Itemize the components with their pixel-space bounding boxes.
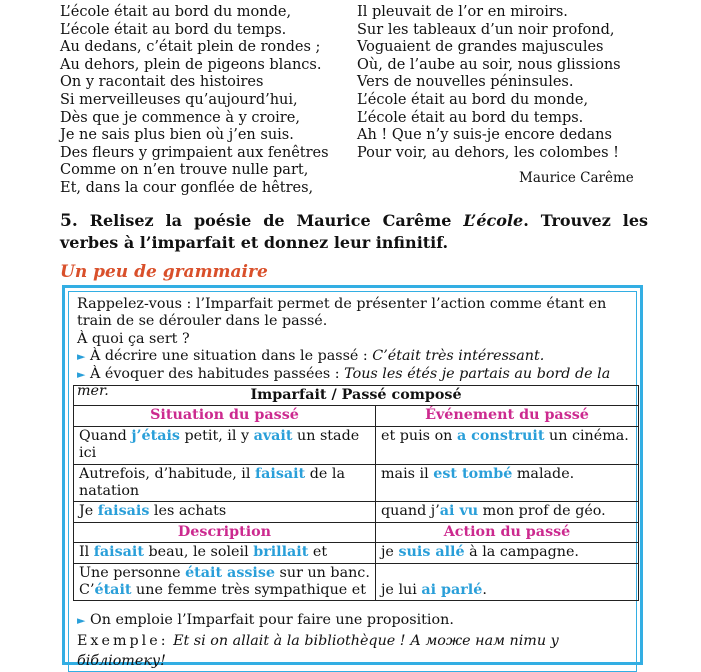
poem-line: Dès que je commence à y croire, (60, 109, 300, 126)
triangle-bullet-icon: ► (77, 350, 86, 364)
poem-line: Pour voir, au dehors, les colombes ! (357, 144, 619, 161)
exercise-number: 5. (60, 211, 78, 231)
poem-line: Et, dans la cour gonflée de hêtres, (60, 179, 314, 196)
exercise-text-a: Relisez la poésie de Maurice Carême (89, 211, 464, 230)
imparfait-table (73, 385, 639, 601)
poem-line: Où, de l’aube au soir, nous glissions (357, 56, 621, 73)
poem-line: Des fleurs y grimpaient aux fenêtres (60, 144, 329, 161)
poem-line: Sur les tableaux d’un noir profond, (357, 21, 615, 38)
example-line (77, 631, 643, 671)
example-text: Et si on allait à la bibliothèque ! А може нам піти у бібліотеку! (77, 633, 559, 669)
poem-line: L’école était au bord du monde, (60, 4, 292, 20)
table-row: Autrefois, d’habitude, il faisait de la natation mais il est tombé malade. (74, 464, 639, 502)
grammar-box (62, 285, 643, 669)
poem-line: Si merveilleuses qu’aujourd’hui, (60, 91, 298, 108)
poem-line: Vers de nouvelles péninsules. (357, 74, 574, 91)
poem-author: Maurice Carême (519, 170, 634, 186)
poem-line: On y racontait des histoires (60, 74, 264, 91)
poem-line: Au dehors, plein de pigeons blancs. (60, 56, 322, 73)
col-description-title: Description (74, 522, 376, 542)
poem-line: Voguaient de grandes majuscules (357, 39, 604, 56)
table-row: Une personne était assise sur un banc. C’était une femme très sympathique et je lui ai parlé. (74, 563, 639, 601)
poem-left-column (60, 4, 329, 198)
poem-right-column (357, 4, 621, 162)
exercise-text-b: . Trouvez les verbes à l’imparfait et donnez leur infinitif. (60, 211, 649, 252)
bullet-habits: ► À évoquer des habitudes passées : Tous les étés je partais au bord de la mer. (77, 365, 611, 400)
col-action-title: Action du passé (376, 522, 639, 542)
exercise-5 (60, 210, 648, 253)
triangle-bullet-icon: ► (77, 614, 86, 627)
poem-line: Au dedans, c’était plein de rondes ; (60, 39, 321, 56)
col-situation-title: Situation du passé (74, 406, 376, 426)
triangle-bullet-icon: ► (77, 367, 86, 381)
poem-line: Je ne sais plus bien où j’en suis. (60, 127, 294, 144)
intro-rule: Rappelez-vous : l’Imparfait permet de présenter l’action comme étant en train de se dérouler dans le passé. (77, 296, 607, 330)
example-label: Exemple: (77, 633, 169, 649)
intro-question: À quoi ça sert ? (77, 330, 190, 347)
poem-line: Ah ! Que n’y suis-je encore dedans (357, 127, 612, 144)
exercise-poem-title: L’école (463, 211, 524, 230)
poem-line: Comme on n’en trouve nulle part, (60, 162, 309, 179)
table-row: Il faisait beau, le soleil brillait et je suis allé à la campagne. (74, 543, 639, 563)
poem-line: Il pleuvait de l’or en miroirs. (357, 4, 568, 20)
poem-line: L’école était au bord du temps. (357, 109, 584, 126)
grammar-box-inner (68, 291, 637, 672)
poem-line: L’école était au bord du temps. (60, 21, 287, 38)
table-row: Je faisais les achats quand j’ai vu mon prof de géo. (74, 502, 639, 522)
col-evenement-title: Événement du passé (376, 406, 639, 426)
grammar-proposition (77, 610, 643, 671)
grammar-section-title: Un peu de grammaire (60, 262, 268, 282)
poem-line: L’école était au bord du monde, (357, 91, 589, 108)
table-header: Imparfait / Passé composé (74, 386, 639, 406)
bullet-situation: ► À décrire une situation dans le passé : C’était très intéressant. (77, 348, 545, 365)
table-row: Quand j’étais petit, il y avait un stade ici et puis on a construit un cinéma. (74, 426, 639, 464)
bullet-proposition: ► On emploie l’Imparfait pour faire une proposition. (77, 612, 454, 628)
